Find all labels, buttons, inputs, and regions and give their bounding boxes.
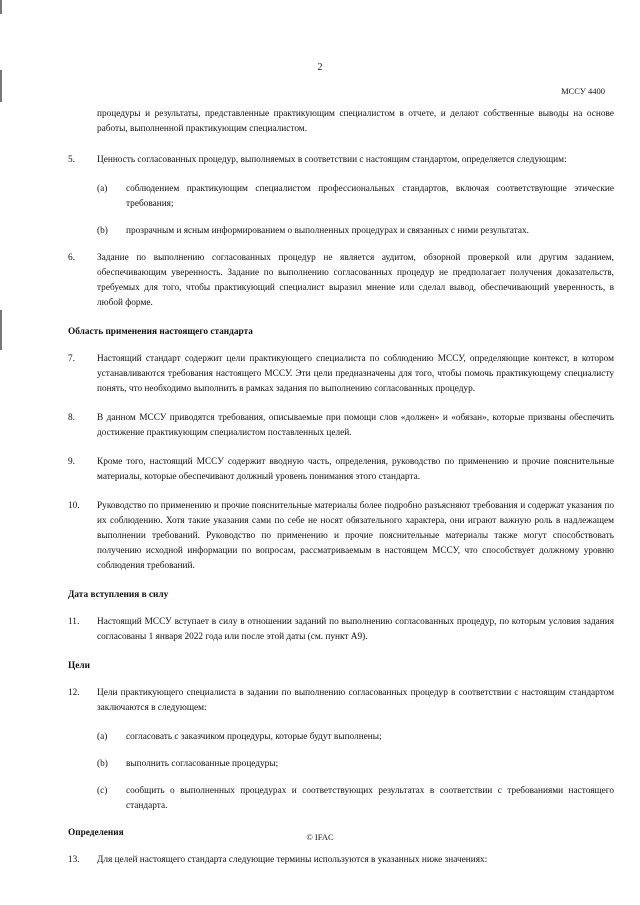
paragraph-6 <box>68 251 614 311</box>
paragraph-number: 13. <box>68 855 80 865</box>
paragraph-text: Задание по выполнению согласованных процедур не является аудитом, обзорной проверкой или другим заданием, обеспечивающим уверенность. Задание по выполнению согласованных процедур не предполагает получения доказательств, требуемых для того, чтобы практикующий специалист выразил мнение или сделал вывод, обеспечивающий уверенность, в любой форме. <box>97 253 614 308</box>
subitem-mark: (b) <box>97 759 108 769</box>
paragraph-7 <box>68 352 614 397</box>
subitem-mark: (c) <box>97 786 108 796</box>
paragraph-text: Настоящий МССУ вступает в силу в отношении заданий по выполнению согласованных процедур, по которым условия задания согласованы 1 января 2022 года или после этой даты (см. пункт A9). <box>97 617 614 642</box>
paragraph-text: В данном МССУ приводятся требования, описываемые при помощи слов «должен» и «обязан», которые призваны обеспечить достижение практикующим специалистом поставленных целей. <box>97 413 614 438</box>
subitem-text: сообщить о выполненных процедурах и соответствующих результатах в соответствии с требованиями настоящего стандарта. <box>126 786 614 811</box>
paragraph-10 <box>68 499 614 574</box>
subitem-12a <box>97 730 614 745</box>
scan-edge-mark-low <box>0 310 2 350</box>
paragraph-number: 7. <box>68 354 75 364</box>
paragraph-text: Руководство по применению и прочие пояснительные материалы более подробно разъясняют требования и содержат указания по их соблюдению. Хотя такие указания сами по себе не носят обязательного характера, они играют важную роль в надлежащем выполнении требований. Руководство по применению и прочие пояснительные материалы также могут способствовать получению исходной информации по вопросам, рассматриваемым в настоящем МССУ, что способствует должному уровню соблюдения требований. <box>97 501 614 571</box>
footer-copyright: © IFAC <box>306 832 334 842</box>
paragraph-text: Цели практикующего специалиста в задании по выполнению согласованных процедур в соответствии с настоящим стандартом заключаются в следующем: <box>97 688 614 713</box>
paragraph-13 <box>68 853 614 868</box>
paragraph-text: Кроме того, настоящий МССУ содержит вводную часть, определения, руководство по применению и прочие пояснительные материалы, которые обеспечивают должный уровень понимания этого стандарта. <box>97 457 614 482</box>
subitem-mark: (a) <box>97 732 108 742</box>
document-code: МССУ 4400 <box>561 86 605 96</box>
paragraph-number: 5. <box>68 155 75 165</box>
paragraph-12 <box>68 686 614 716</box>
paragraph-text: Настоящий стандарт содержит цели практикующего специалиста по соблюдению МССУ, определяющие контекст, в котором устанавливаются требования настоящего МССУ. Эти цели предназначены для того, чтобы помочь практикующему специалисту понять, что необходимо выполнить в рамках задания по выполнению согласованных процедур. <box>97 354 614 394</box>
paragraph-number: 6. <box>68 253 75 263</box>
subitem-text: выполнить согласованные процедуры; <box>126 759 279 769</box>
subitem-mark: (b) <box>97 226 108 236</box>
subitem-mark: (a) <box>97 184 108 194</box>
paragraph-number: 8. <box>68 413 75 423</box>
subitem-text: прозрачным и ясным информированием о выполненных процедурах и связанных с ними результатах. <box>126 226 529 236</box>
paragraph-number: 9. <box>68 457 75 467</box>
paragraph-5 <box>68 153 614 168</box>
continued-paragraph: процедуры и результаты, представленные практикующим специалистом в отчете, и делают собственные выводы на основе работы, выполненной практикующим специалистом. <box>97 109 614 134</box>
paragraph-number: 11. <box>68 617 80 627</box>
paragraph-text: Для целей настоящего стандарта следующие термины используются в указанных ниже значениях: <box>97 855 488 865</box>
paragraph-9 <box>68 455 614 485</box>
paragraph-number: 12. <box>68 688 80 698</box>
subitem-5a <box>97 182 614 212</box>
subitem-text: соблюдением практикующим специалистом профессиональных стандартов, включая соответствующие этические требования; <box>126 184 614 209</box>
paragraph-11 <box>68 615 614 645</box>
subitem-text: согласовать с заказчиком процедуры, которые будут выполнены; <box>126 732 382 742</box>
paragraph-number: 10. <box>68 501 80 511</box>
subitem-5b <box>97 224 614 239</box>
subitem-12b <box>97 757 614 772</box>
subitem-12c <box>97 784 614 814</box>
scan-edge-mark-top <box>0 0 2 14</box>
section-heading-definitions: Определения <box>68 828 124 838</box>
paragraph-8 <box>68 411 614 441</box>
section-heading-effective-date: Дата вступления в силу <box>68 590 169 600</box>
section-heading-scope: Область применения настоящего стандарта <box>68 327 253 337</box>
paragraph-text: Ценность согласованных процедур, выполняемых в соответствии с настоящим стандартом, определяется следующим: <box>97 155 567 165</box>
section-heading-objectives: Цели <box>68 661 90 671</box>
document-body <box>68 107 614 882</box>
page-number: 2 <box>317 62 323 73</box>
